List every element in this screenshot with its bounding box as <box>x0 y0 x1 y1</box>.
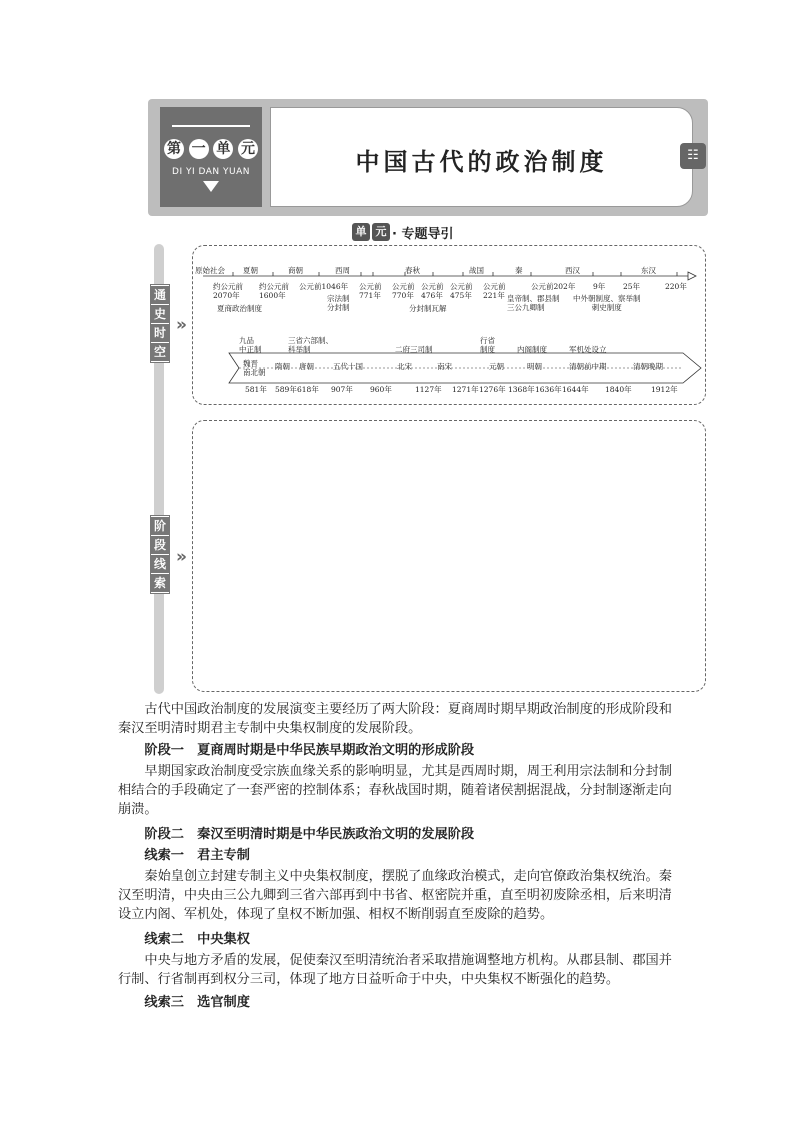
guide-char: 单 <box>352 223 370 241</box>
side-label-timeline <box>150 284 170 363</box>
tl-system: 宗法制 分封制 <box>327 294 350 312</box>
tl-date: 618年 <box>297 385 319 394</box>
badge-char: 第 <box>164 139 184 159</box>
section-heading: 线索三 选官制度 <box>144 995 250 1010</box>
side-char: 通 <box>151 286 169 304</box>
side-char: 阶 <box>151 517 169 535</box>
body-paragraph: 古代中国政治制度的发展演变主要经历了两大阶段：夏商周时期早期政治制度的形成阶段和秦汉至明清时期君主专制中央集权制度的发展阶段。 <box>118 702 672 736</box>
tl-date: 1127年 <box>415 385 442 394</box>
section-heading: 阶段二 秦汉至明清时期是中华民族政治文明的发展阶段 <box>144 827 475 842</box>
badge-bar <box>172 125 250 127</box>
body-paragraph: 早期国家政治制度受宗族血缘关系的影响明显，尤其是西周时期，周王利用宗法制和分封制相结合的手段确定了一套严密的控制体系；春秋战国时期，随着诸侯割据混战，分封制逐渐走向崩溃。 <box>118 764 672 817</box>
tl-era: 南宋 <box>437 362 452 371</box>
tl-date: 581年 <box>245 385 267 394</box>
tl-era: 商朝 <box>288 266 303 275</box>
double-chevron-icon: » <box>176 547 187 567</box>
timeline-box <box>192 245 706 405</box>
body-paragraph: 秦始皇创立封建专制主义中央集权制度，摆脱了血缘政治模式，走向官僚政治集权统治。秦汉至明清，中央由三公九卿到三省六部再到中书省、枢密院并重，直至明初废除丞相，后来明清设立内阁、军机处，体现了皇权不断加强、相权不断削弱直至废除的趋势。 <box>118 869 672 922</box>
guide-label <box>352 222 453 242</box>
tl-date: 1368年 <box>508 385 535 394</box>
tl-date: 9年 <box>593 282 606 291</box>
tl-date: 907年 <box>331 385 353 394</box>
timeline-lines <box>193 246 707 406</box>
tl-date: 公元前 221年 <box>483 282 506 300</box>
side-char: 史 <box>151 305 169 323</box>
tl-system: 九品 中正制 <box>239 336 262 354</box>
tl-system: 分封制瓦解 <box>409 304 447 313</box>
stage-clues-box <box>192 420 706 692</box>
tl-era: 五代十国 <box>333 362 363 371</box>
tl-era: 西汉 <box>565 266 580 275</box>
tl-date: 公元前202年 <box>531 282 576 291</box>
badge-char: 元 <box>238 139 258 159</box>
tl-system: 军机处设立 <box>569 345 607 354</box>
side-char: 空 <box>151 343 169 361</box>
badge-char: 单 <box>213 139 233 159</box>
section-heading: 线索二 中央集权 <box>144 932 250 947</box>
tl-date: 约公元前 1600年 <box>259 282 289 300</box>
guide-text: · 专题导引 <box>392 226 454 242</box>
tl-system: 三省六部制、 科举制 <box>288 336 333 354</box>
tl-date: 25年 <box>623 282 641 291</box>
tl-date: 公元前 475年 <box>450 282 473 300</box>
unit-badge <box>160 107 262 207</box>
guide-char: 元 <box>372 223 390 241</box>
double-chevron-icon: » <box>176 315 187 335</box>
tl-era: 明朝 <box>527 362 542 371</box>
tl-date: 1912年 <box>651 385 678 394</box>
tl-system: 行省 制度 <box>480 336 495 354</box>
tl-date: 1271年 <box>452 385 479 394</box>
tl-era: 战国 <box>469 266 484 275</box>
tl-date: 约公元前 2070年 <box>213 282 243 300</box>
tl-date: 1644年 <box>562 385 589 394</box>
tl-date: 960年 <box>370 385 392 394</box>
body-paragraph: 中央与地方矛盾的发展，促使秦汉至明清统治者采取措施调整地方机构。从郡县制、郡国并行制、行省制再到权分三司，体现了地方日益听命于中央，中央集权不断强化的趋势。 <box>118 953 672 987</box>
badge-pinyin: DI YI DAN YUAN <box>172 167 250 177</box>
tl-system: 中外朝制度、察举制 刺史制度 <box>573 294 641 312</box>
tl-era: 唐朝 <box>299 362 314 371</box>
triangle-down-icon <box>203 181 219 192</box>
tl-date: 1636年 <box>535 385 562 394</box>
tl-date: 公元前 476年 <box>421 282 444 300</box>
tl-era: 秦 <box>515 266 523 275</box>
tl-system: 皇帝制、郡县制 三公九卿制 <box>507 294 560 312</box>
tl-era: 北宋 <box>397 362 412 371</box>
tl-era: 原始社会 <box>195 266 225 275</box>
section-heading: 阶段一 夏商周时期是中华民族早期政治文明的形成阶段 <box>144 743 475 758</box>
tl-system: 二府三司制 <box>395 345 433 354</box>
side-char: 线 <box>151 555 169 573</box>
page-title: 中国古代的政治制度 <box>355 148 608 176</box>
tl-era: 东汉 <box>641 266 656 275</box>
tl-date: 1840年 <box>605 385 632 394</box>
side-label-stages <box>150 515 170 594</box>
tl-date: 公元前 771年 <box>359 282 382 300</box>
tl-date: 220年 <box>665 282 687 291</box>
tl-system: 夏商政治制度 <box>217 304 262 313</box>
tl-date: 589年 <box>275 385 297 394</box>
tl-system: 内阁制度 <box>517 345 547 354</box>
tl-era: 春秋 <box>405 266 420 275</box>
tl-era: 隋朝 <box>275 362 290 371</box>
side-char: 索 <box>151 574 169 592</box>
tl-date: 公元前1046年 <box>299 282 349 291</box>
side-char: 时 <box>151 324 169 342</box>
tl-era: 元朝 <box>489 362 504 371</box>
book-icon: ☷ <box>680 143 706 169</box>
side-char: 段 <box>151 536 169 554</box>
tl-date: 公元前 770年 <box>392 282 415 300</box>
section-heading: 线索一 君主专制 <box>144 848 250 863</box>
tl-era: 西周 <box>335 266 350 275</box>
tl-era: 清朝前中期 <box>569 362 607 371</box>
badge-char: 一 <box>189 139 209 159</box>
tl-date: 1276年 <box>479 385 506 394</box>
tl-era: 清朝晚期 <box>633 362 663 371</box>
tl-era: 魏晋 南北朝 <box>243 359 266 377</box>
tl-era: 夏朝 <box>243 266 258 275</box>
